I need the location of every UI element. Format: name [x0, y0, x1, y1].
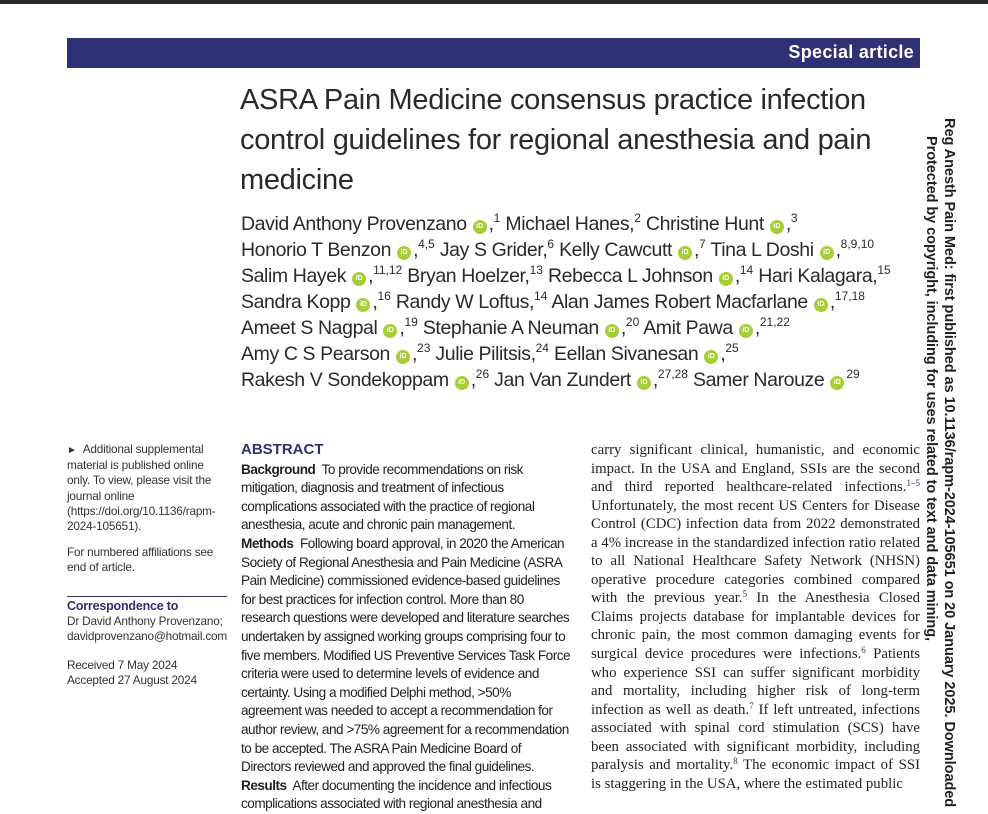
methods-label: Methods [241, 535, 294, 551]
author-item: Michael Hanes,$^2$ [505, 211, 641, 235]
author-name: Eellan Sivanesan [554, 343, 699, 365]
affiliation-number: 1 [493, 211, 501, 225]
correspondence-name: Dr David Anthony Provenzano; [67, 613, 223, 628]
author-item: Rebecca L Johnson iD ,$^{14}$ [547, 263, 754, 287]
orcid-icon[interactable]: iD [473, 220, 487, 234]
orcid-icon[interactable]: iD [396, 350, 410, 364]
affiliation-number: 15 [877, 263, 891, 277]
affiliation-number: 21,22 [759, 315, 790, 329]
author-name: Jay S Grider [439, 239, 543, 261]
author-item: Sandra Kopp iD ,$^{16}$ [241, 289, 391, 313]
abstract-background [241, 461, 571, 535]
author-name: Jan Van Zundert [494, 369, 631, 391]
author-list [241, 211, 921, 393]
affiliation-number: 6 [547, 237, 555, 251]
orcid-icon[interactable]: iD [770, 220, 784, 234]
correspondence-heading: Correspondence to [67, 598, 179, 613]
affiliation-number: 20 [625, 315, 640, 329]
affiliation-number: 8,9,10 [840, 237, 875, 251]
author-item: Eellan Sivanesan iD ,$^{25}$ [554, 341, 739, 365]
reference-link[interactable]: 5 [742, 589, 748, 600]
body-text: Patients who experience SSI can suffer significant morbidity and mortality, including higher risk of long-term infection as well as death. [591, 646, 921, 718]
affiliation-number: 2 [634, 211, 641, 225]
results-label: Results [241, 777, 287, 793]
author-item: Jay S Grider,$^6$ [439, 237, 555, 261]
author-item: Kelly Cawcutt iD ,$^7$ [559, 237, 706, 261]
sidebar [67, 442, 227, 689]
affiliation-number: 24 [535, 341, 549, 355]
body-text: carry significant clinical, humanistic, and economic impact. In the USA and England, SSIs are the second and third reported healthcare-related infections. [591, 442, 920, 496]
author-item: Jan Van Zundert iD ,$^{27,28}$ [494, 367, 688, 391]
author-name: Honorio T Benzon [241, 239, 392, 261]
body-paragraph [591, 441, 920, 793]
author-name: Amit Pawa [643, 317, 733, 339]
author-item: Julie Pilitsis,$^{24}$ [435, 341, 549, 365]
author-item: Ameet S Nagpal iD ,$^{19}$ [241, 315, 418, 339]
author-name: Sandra Kopp [241, 291, 351, 313]
article-type-banner [67, 38, 920, 68]
orcid-icon[interactable]: iD [455, 376, 469, 390]
copyright-side-notice [922, 118, 958, 807]
author-name: Michael Hanes [505, 213, 630, 235]
author-item: Randy W Loftus,$^{14}$ [395, 289, 548, 313]
affiliation-number: 23 [417, 341, 431, 355]
abstract-heading: ABSTRACT [241, 441, 324, 458]
affiliation-number: 16 [377, 289, 391, 303]
author-name: Amy C S Pearson [241, 343, 390, 365]
affiliation-number: 13 [529, 263, 543, 277]
orcid-icon[interactable]: iD [814, 298, 828, 312]
author-name: Rakesh V Sondekoppam [241, 369, 449, 391]
orcid-icon[interactable]: iD [820, 246, 834, 260]
affiliation-number: 11,12 [373, 263, 403, 277]
orcid-icon[interactable]: iD [637, 376, 651, 390]
article-title: ASRA Pain Medicine consensus practice infection control guidelines for regional anesthesia and pain medicine [240, 84, 872, 196]
reference-link[interactable]: 1–5 [906, 478, 920, 489]
author-item: Amy C S Pearson iD ,$^{23}$ [241, 341, 431, 365]
abstract-results [241, 777, 571, 814]
abstract-methods [241, 535, 571, 777]
author-name: Bryan Hoelzer [407, 265, 525, 287]
body-text: Unfortunately, the most recent US Centers for Disease Control (CDC) infection data from 2022 demonstrated a 4% increase in the standardized infection ratio related to all National Healthcare Safety Network (NHSN) operative procedure categories combined compared with the previous year. [591, 497, 920, 607]
author-name: Hari Kalagara [758, 265, 873, 287]
orcid-icon[interactable]: iD [352, 272, 366, 286]
side-notice-line-2: Protected by copyright, including for uses related to text and data mining, [923, 136, 939, 641]
orcid-icon[interactable]: iD [605, 324, 619, 338]
affiliation-number: 14 [739, 263, 754, 277]
author-item: Honorio T Benzon iD ,$^{4,5}$ [241, 237, 435, 261]
orcid-icon[interactable]: iD [356, 298, 370, 312]
author-name: Samer Narouze [692, 369, 825, 391]
reference-link[interactable]: 7 [749, 700, 754, 711]
body-text: If left untreated, infections associated with spinal cord stimulation (SCS) have been associated with significant morbidity, including paralysis and mortality. [591, 701, 920, 774]
reference-link[interactable]: 6 [861, 645, 866, 656]
background-label: Background [241, 461, 316, 477]
orcid-icon[interactable]: iD [739, 324, 753, 338]
author-name: David Anthony Provenzano [241, 213, 467, 235]
author-item: Bryan Hoelzer,$^{13}$ [407, 263, 543, 287]
orcid-icon[interactable]: iD [678, 246, 692, 260]
author-name: Ameet S Nagpal [241, 317, 378, 339]
affiliation-number: 27,28 [657, 367, 688, 381]
background-text: To provide recommendations on risk mitigation, diagnosis and treatment of infectious complications associated with the practice of regional anesthesia, acute and chronic pain management. [241, 461, 535, 533]
arrow-right-icon: ► [67, 445, 77, 456]
body-text: In the Anesthesia Closed Claims projects database for implantable devices for chronic pain, the most common damaging events for surgical device procedures were infections. [591, 590, 920, 663]
orcid-icon[interactable]: iD [397, 246, 411, 260]
author-item: Amit Pawa iD ,$^{21,22}$ [643, 315, 790, 339]
author-item: Stephanie A Neuman iD ,$^{20}$ [422, 315, 640, 339]
affiliation-number: 14 [534, 289, 548, 303]
correspondence-email[interactable]: davidprovenzano@hotmail.com [67, 629, 228, 644]
author-name: Tina L Doshi [710, 239, 814, 261]
affiliation-number: 7 [699, 237, 706, 251]
orcid-icon[interactable]: iD [383, 324, 397, 338]
orcid-icon[interactable]: iD [830, 376, 844, 390]
affiliation-number: 26 [475, 367, 490, 381]
author-name: Christine Hunt [645, 213, 764, 235]
correspondence-block [67, 596, 227, 645]
orcid-icon[interactable]: iD [704, 350, 718, 364]
results-text: After documenting the incidence and infectious complications associated with regional anesthesia and [241, 777, 552, 812]
author-item: Alan James Robert Macfarlane iD ,$^{17,18}$ [551, 289, 865, 313]
author-name: Stephanie A Neuman [422, 317, 599, 339]
article-dates [67, 658, 227, 688]
body-text: The economic impact of SSI is staggering in the USA, where the estimated public [591, 757, 920, 792]
author-name: Rebecca L Johnson [547, 265, 713, 287]
body-column [591, 441, 920, 793]
abstract [241, 441, 571, 814]
affiliation-number: 29 [846, 367, 860, 381]
accepted-date: Accepted 27 August 2024 [67, 673, 197, 688]
supplemental-note [67, 442, 227, 534]
author-item: Rakesh V Sondekoppam iD ,$^{26}$ [241, 367, 490, 391]
author-name: Kelly Cawcutt [559, 239, 673, 261]
author-item [693, 369, 860, 391]
side-notice-line-1: Reg Anesth Pain Med: first published as 10.1136/rapm-2024-105651 on 20 January 2025. Downloaded [941, 118, 957, 808]
affiliation-number: 4,5 [418, 237, 435, 251]
author-item: Salim Hayek iD ,$^{11,12}$ [241, 263, 403, 287]
methods-text: Following board approval, in 2020 the American Society of Regional Anesthesia and Pain Medicine (ASRA Pain Medicine) commissioned evidence-based guidelines for best practices for infection control. More than 80 research questions were developed and literature searches undertaken by assigned working groups comprising four to five members. Modified US Preventive Services Task Force criteria were used to determine levels of evidence and certainty. Using a modified Delphi method, >50% agreement was needed to accept a recommendation for author review, and >75% agreement for a recommendation to be accepted. The ASRA Pain Medicine Board of Directors reviewed and approved the final guidelines. [241, 535, 571, 775]
supplemental-text: Additional supplemental material is published online only. To view, please visit the journal online (https://doi.org/10.1136/rapm-2024-105651). [67, 442, 216, 534]
author-name: Alan James Robert Macfarlane [551, 291, 808, 313]
affiliation-number: 25 [725, 341, 739, 355]
orcid-icon[interactable]: iD [719, 272, 733, 286]
author-item: David Anthony Provenzano iD ,$^1$ [241, 211, 501, 235]
author-item: Tina L Doshi iD ,$^{8,9,10}$ [710, 237, 875, 261]
top-rule [0, 0, 988, 4]
article-type-label: Special article [788, 42, 914, 62]
author-item: Hari Kalagara,$^{15}$ [758, 263, 891, 287]
affiliations-note: For numbered affiliations see end of article. [67, 545, 214, 575]
author-item: Christine Hunt iD ,$^3$ [645, 211, 798, 235]
affiliation-number: 19 [404, 315, 418, 329]
affiliation-number: 3 [790, 211, 798, 225]
author-name: Randy W Loftus [395, 291, 530, 313]
reference-link[interactable]: 8 [733, 756, 738, 767]
author-name: Salim Hayek [241, 265, 347, 287]
affiliation-number: 17,18 [834, 289, 865, 303]
received-date: Received 7 May 2024 [67, 658, 178, 673]
author-name: Julie Pilitsis [435, 343, 531, 365]
